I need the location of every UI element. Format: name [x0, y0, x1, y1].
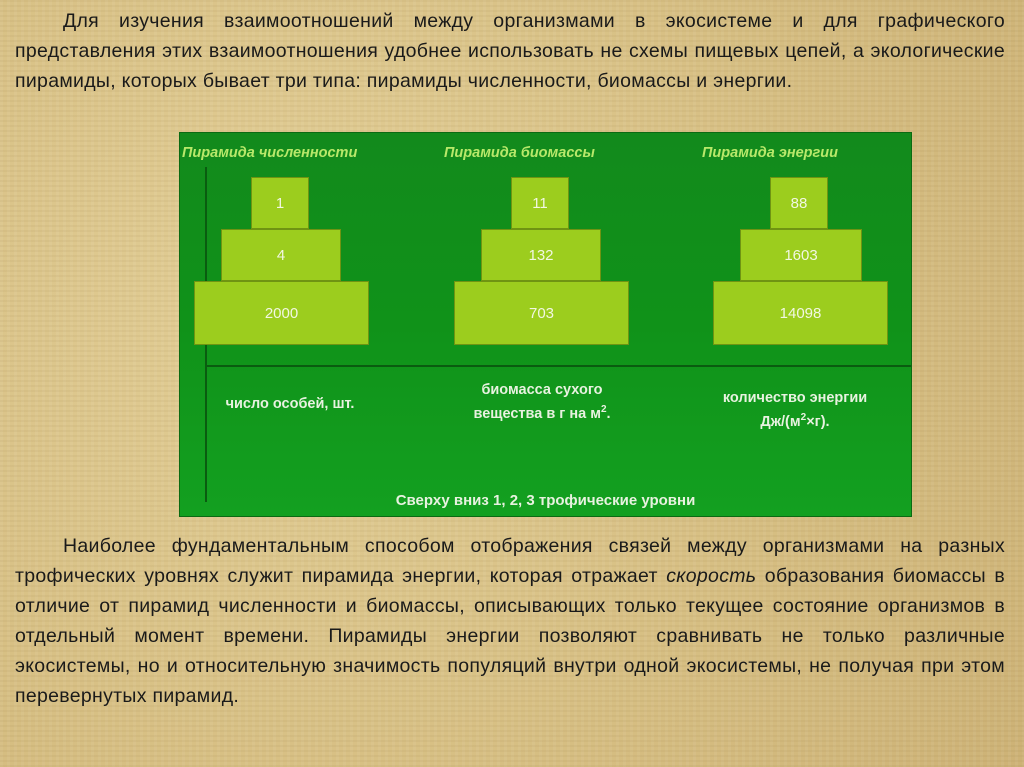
- pyramid-energy-level-3: 14098: [713, 281, 888, 345]
- pyramid-numbers-level-3: 2000: [194, 281, 369, 345]
- body-text-part-1: Наиболее фундаментальным способом отображения связей между организмами на разных трофических уровнях служит пирамида энергии, которая отражает: [15, 535, 1005, 587]
- ecological-pyramids-diagram: [179, 132, 912, 517]
- body-paragraph: [15, 531, 1005, 711]
- horizontal-axis-line: [205, 365, 911, 367]
- trophic-levels-caption: Сверху вниз 1, 2, 3 трофические уровни: [395, 492, 696, 509]
- pyramid-biomass-title: Пирамида биомассы: [444, 145, 595, 161]
- pyramid-energy-unit: количество энергии $Дж/(м^2\times г)$.: [722, 390, 868, 430]
- pyramid-numbers-level-2: 4: [221, 229, 341, 281]
- intro-paragraph: Для изучения взаимоотношений между организмами в экосистеме и для графического представления этих взаимоотношения удобнее использовать не схемы пищевых цепей, а экологические пирамиды, которых бывает три типа: пирамиды численности, биомассы и энергии.: [15, 10, 1005, 92]
- pyramid-biomass-unit: биомасса сухого вещества в г на $м^2$.: [473, 382, 611, 422]
- pyramid-energy-title: Пирамида энергии: [702, 145, 838, 161]
- pyramid-biomass-level-2: 132: [481, 229, 601, 281]
- pyramid-energy-level-1: 88: [770, 177, 828, 229]
- body-text-part-2: образования биомассы в отличие от пирамид численности и биомассы, описывающих только текущее состояние организмов в отдельный момент времени. Пирамиды энергии позволяют сравнивать не только различные экосистемы, но и относительную значимость популяций внутри одной экосистемы, не получая при этом перевернутых пирамид.: [15, 565, 1005, 707]
- pyramid-numbers-level-1: 1: [251, 177, 309, 229]
- pyramid-numbers-title: Пирамида численности: [182, 145, 358, 161]
- pyramid-numbers-unit: число особей, шт.: [225, 396, 355, 412]
- pyramid-biomass-level-3: 703: [454, 281, 629, 345]
- body-emphasis: скорость: [666, 565, 757, 587]
- pyramid-energy-level-2: 1603: [740, 229, 862, 281]
- pyramid-biomass-level-1: 11: [511, 177, 569, 229]
